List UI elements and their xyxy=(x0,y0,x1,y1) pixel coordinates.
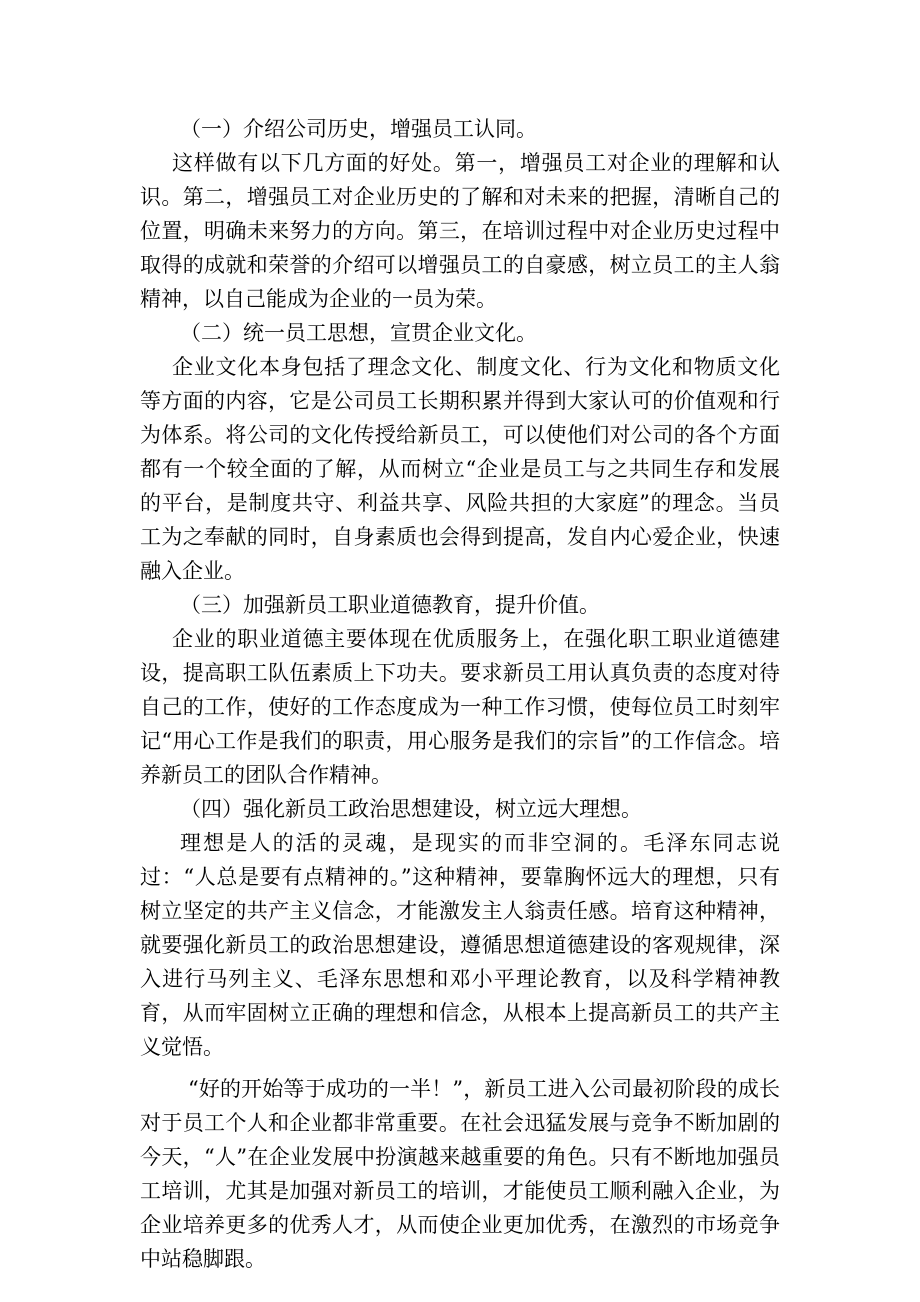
section-heading-2: （二）统一员工思想，宣贯企业文化。 xyxy=(180,321,537,345)
section-heading-3: （三）加强新员工职业道德教育，提升价值。 xyxy=(180,593,600,617)
section-heading-1: （一）介绍公司历史，增强员工认同。 xyxy=(180,117,537,141)
document-page xyxy=(140,112,780,1276)
section-heading-4: （四）强化新员工政治思想建设，树立远大理想。 xyxy=(180,797,642,821)
section-body-2: 企业文化本身包括了理念文化、制度文化、行为文化和物质文化等方面的内容，它是公司员工长期积累并得到大家认可的价值观和行为体系。将公司的文化传授给新员工，可以使他们对公司的各个方面都有一个较全面的了解，从而树立“企业是员工与之共同生存和发展的平台，是制度共守、利益共享、风险共担的大家庭”的理念。当员工为之奉献的同时，自身素质也会得到提高，发自内心爱企业，快速融入企业。 xyxy=(140,355,780,583)
section-body-3: 企业的职业道德主要体现在优质服务上，在强化职工职业道德建设，提高职工队伍素质上下功夫。要求新员工用认真负责的态度对待自己的工作，使好的工作态度成为一种工作习惯，使每位员工时刻牢记“用心工作是我们的职责，用心服务是我们的宗旨”的工作信念。培养新员工的团队合作精神。 xyxy=(140,627,780,787)
paragraph-gap xyxy=(140,1064,780,1072)
section-body-1: 这样做有以下几方面的好处。第一，增强员工对企业的理解和认识。第二，增强员工对企业历史的了解和对未来的把握，清晰自己的位置，明确未来努力的方向。第三，在培训过程中对企业历史过程中取得的成就和荣誉的介绍可以增强员工的自豪感，树立员工的主人翁精神，以自己能成为企业的一员为荣。 xyxy=(140,151,780,311)
conclusion-paragraph: “好的开始等于成功的一半！”，新员工进入公司最初阶段的成长对于员工个人和企业都非常重要。在社会迅猛发展与竞争不断加剧的今天，“人”在企业发展中扮演越来越重要的角色。只有不断地加强员工培训，尤其是加强对新员工的培训，才能使员工顺利融入企业，为企业培养更多的优秀人才，从而使企业更加优秀，在激烈的市场竞争中站稳脚跟。 xyxy=(140,1077,780,1271)
section-body-4: 理想是人的活的灵魂，是现实的而非空洞的。毛泽东同志说过：“人总是要有点精神的。”这种精神，要靠胸怀远大的理想，只有树立坚定的共产主义信念，才能激发主人翁责任感。培育这种精神，就要强化新员工的政治思想建设，遵循思想道德建设的客观规律，深入进行马列主义、毛泽东思想和邓小平理论教育，以及科学精神教育，从而牢固树立正确的理想和信念，从根本上提高新员工的共产主义觉悟。 xyxy=(140,831,780,1059)
